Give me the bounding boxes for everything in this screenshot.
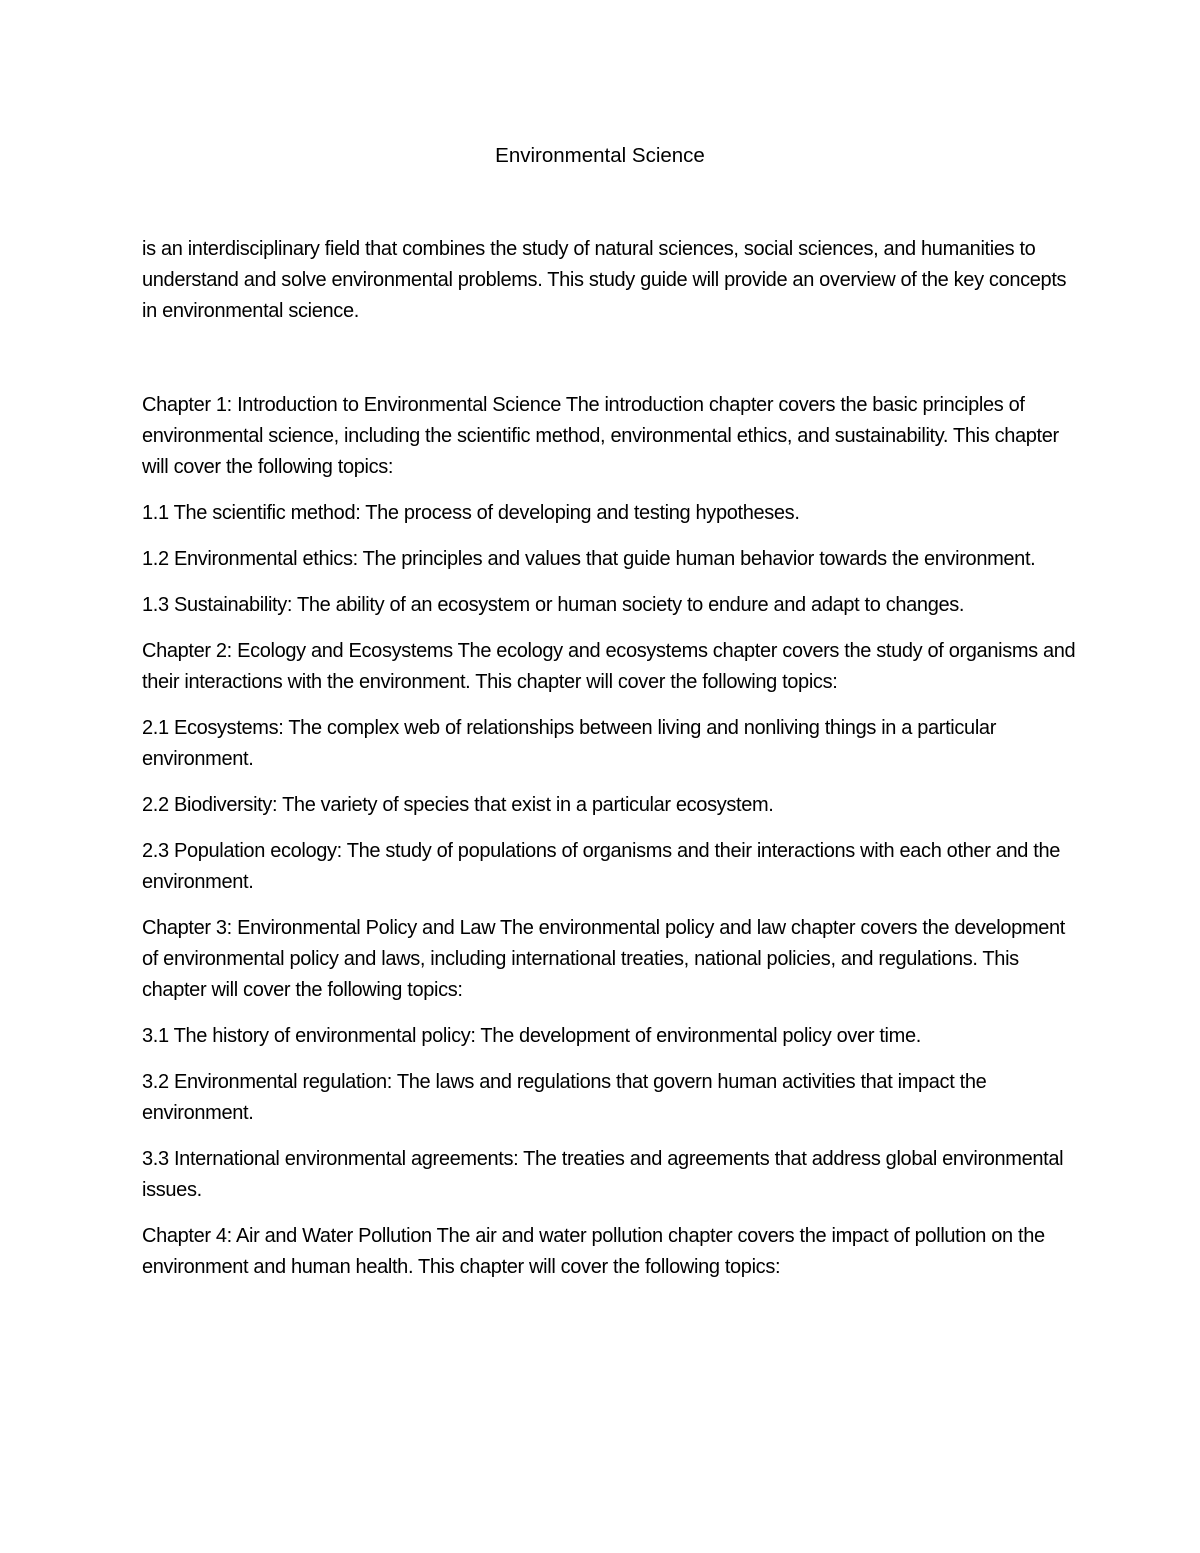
topic-3-2: 3.2 Environmental regulation: The laws and regulations that govern human activities that impact the environment. [142, 1071, 987, 1124]
document-title: Environmental Science [495, 144, 705, 167]
document-body [142, 390, 1082, 1298]
chapter-4-paragraph: Chapter 4: Air and Water Pollution The air and water pollution chapter covers the impact of pollution on the environment and human health. This chapter will cover the following topics: [142, 1225, 1045, 1278]
chapter-3-paragraph: Chapter 3: Environmental Policy and Law The environmental policy and law chapter covers the development of environmental policy and laws, including international treaties, national policies, and regulations. This chapter will cover the following topics: [142, 917, 1066, 1001]
chapter-1-paragraph: Chapter 1: Introduction to Environmental Science The introduction chapter covers the basic principles of environmental science, including the scientific method, environmental ethics, and sustainability. This chapter will cover the following topics: [142, 394, 1059, 478]
topic-3-3: 3.3 International environmental agreements: The treaties and agreements that address global environmental issues. [142, 1148, 1064, 1201]
topic-1-1: 1.1 The scientific method: The process of developing and testing hypotheses. [142, 502, 800, 524]
topic-2-3: 2.3 Population ecology: The study of populations of organisms and their interactions with each other and the environment. [142, 840, 1060, 893]
topic-1-2: 1.2 Environmental ethics: The principles and values that guide human behavior towards the environment. [142, 548, 1036, 570]
topic-2-2: 2.2 Biodiversity: The variety of species that exist in a particular ecosystem. [142, 794, 774, 816]
topic-2-1: 2.1 Ecosystems: The complex web of relationships between living and nonliving things in a particular environment. [142, 717, 997, 770]
intro-paragraph: is an interdisciplinary field that combines the study of natural sciences, social sciences, and humanities to understand and solve environmental problems. This study guide will provide an overview of the key concepts in environmental science. [142, 238, 1067, 322]
topic-1-3: 1.3 Sustainability: The ability of an ecosystem or human society to endure and adapt to changes. [142, 594, 965, 616]
topic-3-1: 3.1 The history of environmental policy: The development of environmental policy over time. [142, 1025, 921, 1047]
chapter-2-paragraph: Chapter 2: Ecology and Ecosystems The ecology and ecosystems chapter covers the study of organisms and their interactions with the environment. This chapter will cover the following topics: [142, 640, 1076, 693]
